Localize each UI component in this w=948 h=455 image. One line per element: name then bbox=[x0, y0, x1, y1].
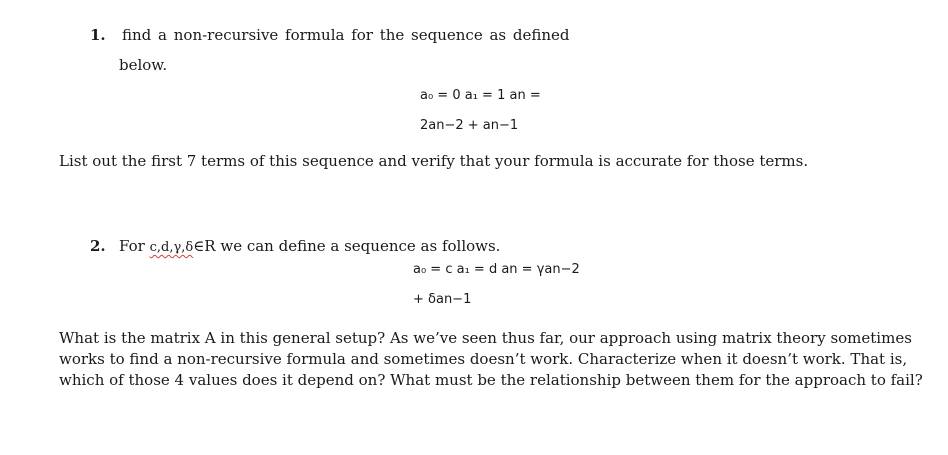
problem-1-text-line-1: find a non-recursive formula for the sequence as defined bbox=[122, 26, 570, 44]
problem-2-variables: c,d,γ,δ bbox=[149, 240, 194, 255]
problem-1-formula-line-2: 2an−2 + an−1 bbox=[420, 118, 519, 133]
problem-2-intro bbox=[119, 237, 500, 255]
problem-1-formula-line-1: a₀ = 0 a₁ = 1 an = bbox=[420, 88, 541, 103]
problem-2-question: What is the matrix A in this general setup? As we’ve seen thus far, our approach using matrix theory sometimes works to find a non-recursive formula and sometimes doesn’t work. Characterize when it doesn’t work. That is, which of those 4 values does it depend on? What must be the relationship between them for the approach to fail? bbox=[59, 329, 923, 389]
problem-1-text-line-2: below. bbox=[119, 56, 168, 74]
problem-1-number: 1. bbox=[90, 26, 106, 44]
problem-2-formula-line-2: + δan−1 bbox=[413, 292, 472, 307]
problem-1-instruction: List out the first 7 terms of this sequence and verify that your formula is accurate for those terms. bbox=[59, 152, 809, 170]
problem-2-formula-line-1: a₀ = c a₁ = d an = γan−2 bbox=[413, 262, 580, 277]
problem-2-intro-suffix: ∈R we can define a sequence as follows. bbox=[193, 237, 501, 255]
problem-2-number: 2. bbox=[90, 237, 106, 255]
problem-2-intro-prefix: For bbox=[119, 237, 145, 255]
